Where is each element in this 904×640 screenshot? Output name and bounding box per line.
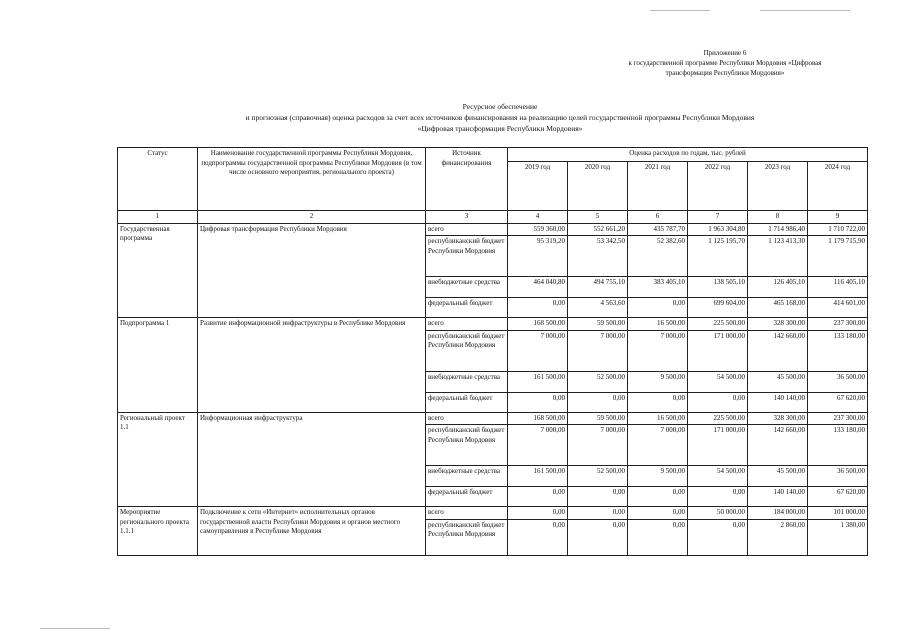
row-value: 45 500,00 xyxy=(748,371,808,392)
row-value: 1 179 715,90 xyxy=(808,236,868,277)
table-row xyxy=(118,507,868,520)
row-value: 9 500,00 xyxy=(628,466,688,487)
row-value: 414 601,00 xyxy=(808,298,868,318)
title-line: и прогнозная (справочная) оценка расходов за счет всех источников финансирования на реализацию целей государственной программы Республики Мордовия xyxy=(245,113,755,122)
header-year: 2024 год xyxy=(808,162,868,211)
row-source: республиканский бюджет Республики Мордовия xyxy=(426,425,508,466)
header-year: 2022 год xyxy=(688,162,748,211)
row-value: 52 500,00 xyxy=(568,466,628,487)
resource-table xyxy=(117,147,868,556)
row-value: 16 500,00 xyxy=(628,412,688,425)
row-value: 53 342,50 xyxy=(568,236,628,277)
row-value: 168 500,00 xyxy=(508,318,568,331)
column-number: 9 xyxy=(808,211,868,224)
row-value: 0,00 xyxy=(508,519,568,555)
table-row xyxy=(118,412,868,425)
row-source: всего xyxy=(426,223,508,236)
column-number: 4 xyxy=(508,211,568,224)
row-value: 0,00 xyxy=(628,298,688,318)
row-status: Региональный проект 1.1 xyxy=(118,412,198,507)
row-status: Мероприятие регионального проекта 1.1.1 xyxy=(118,507,198,556)
document-title xyxy=(150,101,850,134)
row-value: 7 000,00 xyxy=(508,330,568,371)
column-number: 8 xyxy=(748,211,808,224)
row-value: 0,00 xyxy=(628,392,688,412)
row-value: 138 505,10 xyxy=(688,277,748,298)
row-value: 237 300,00 xyxy=(808,318,868,331)
row-value: 7 000,00 xyxy=(568,425,628,466)
row-value: 383 405,10 xyxy=(628,277,688,298)
row-value: 1 123 413,30 xyxy=(748,236,808,277)
row-value: 116 405,10 xyxy=(808,277,868,298)
row-value: 133 180,00 xyxy=(808,425,868,466)
row-value: 0,00 xyxy=(508,392,568,412)
row-value: 16 500,00 xyxy=(628,318,688,331)
row-value: 1 963 304,80 xyxy=(688,223,748,236)
appendix-line: трансформация Республики Мордовия» xyxy=(665,69,785,77)
title-line: «Цифровая трансформация Республики Мордовия» xyxy=(417,124,583,133)
row-value: 494 755,10 xyxy=(568,277,628,298)
row-value: 464 040,80 xyxy=(508,277,568,298)
row-source: федеральный бюджет xyxy=(426,392,508,412)
row-name: Информационная инфраструктура xyxy=(198,412,426,507)
header-year: 2020 год xyxy=(568,162,628,211)
appendix-note xyxy=(560,48,890,78)
row-value: 0,00 xyxy=(568,519,628,555)
row-source: внебюджетные средства xyxy=(426,277,508,298)
row-value: 0,00 xyxy=(688,519,748,555)
header-year: 2019 год xyxy=(508,162,568,211)
row-source: республиканский бюджет Республики Мордовия xyxy=(426,330,508,371)
row-source: всего xyxy=(426,318,508,331)
row-value: 36 500,00 xyxy=(808,466,868,487)
row-value: 59 500,00 xyxy=(568,412,628,425)
row-name: Подключение к сети «Интернет» исполнительных органов государственной власти Республики Мордовия и органов местного самоуправления в Республике Мордовия xyxy=(198,507,426,556)
row-value: 140 140,00 xyxy=(748,487,808,507)
header-name: Наименование государственной программы Республики Мордовия, подпрограммы государственной программы Республики Мордовия (в том числе основного мероприятия, регионального проекта) xyxy=(198,148,426,211)
appendix-line: Приложение 6 xyxy=(703,49,747,57)
row-value: 0,00 xyxy=(508,487,568,507)
table-body xyxy=(118,148,868,556)
row-value: 1 710 722,00 xyxy=(808,223,868,236)
row-value: 52 382,60 xyxy=(628,236,688,277)
row-value: 7 000,00 xyxy=(628,425,688,466)
row-value: 54 500,00 xyxy=(688,466,748,487)
table-row xyxy=(118,318,868,331)
row-name: Цифровая трансформация Республики Мордовия xyxy=(198,223,426,318)
row-value: 1 125 195,70 xyxy=(688,236,748,277)
row-value: 133 180,00 xyxy=(808,330,868,371)
row-source: внебюджетные средства xyxy=(426,466,508,487)
row-value: 4 563,60 xyxy=(568,298,628,318)
row-value: 328 300,00 xyxy=(748,318,808,331)
row-source: республиканский бюджет Республики Мордовия xyxy=(426,236,508,277)
row-value: 67 620,00 xyxy=(808,487,868,507)
row-value: 435 787,70 xyxy=(628,223,688,236)
row-value: 95 319,20 xyxy=(508,236,568,277)
row-value: 1 380,00 xyxy=(808,519,868,555)
row-value: 552 661,20 xyxy=(568,223,628,236)
row-value: 699 604,00 xyxy=(688,298,748,318)
row-value: 237 300,00 xyxy=(808,412,868,425)
header-row xyxy=(118,148,868,162)
title-line: Ресурсное обеспечение xyxy=(462,102,538,111)
row-value: 50 000,00 xyxy=(688,507,748,520)
row-value: 225 500,00 xyxy=(688,318,748,331)
row-value: 140 140,00 xyxy=(748,392,808,412)
row-source: всего xyxy=(426,507,508,520)
row-value: 0,00 xyxy=(568,507,628,520)
row-value: 54 500,00 xyxy=(688,371,748,392)
row-value: 161 500,00 xyxy=(508,466,568,487)
column-numbers-row xyxy=(118,211,868,224)
column-number: 6 xyxy=(628,211,688,224)
row-value: 7 000,00 xyxy=(628,330,688,371)
row-value: 36 500,00 xyxy=(808,371,868,392)
row-value: 161 500,00 xyxy=(508,371,568,392)
row-value: 67 620,00 xyxy=(808,392,868,412)
row-value: 0,00 xyxy=(628,507,688,520)
row-source: республиканский бюджет Республики Мордовия xyxy=(426,519,508,555)
header-estimate: Оценка расходов по годам, тыс. рублей xyxy=(508,148,868,162)
row-value: 1 714 986,40 xyxy=(748,223,808,236)
row-value: 7 000,00 xyxy=(508,425,568,466)
row-value: 0,00 xyxy=(628,519,688,555)
scan-mark xyxy=(650,10,710,11)
row-source: федеральный бюджет xyxy=(426,487,508,507)
header-year: 2021 год xyxy=(628,162,688,211)
row-value: 328 300,00 xyxy=(748,412,808,425)
row-value: 559 360,00 xyxy=(508,223,568,236)
row-status: Государственная программа xyxy=(118,223,198,318)
column-number: 5 xyxy=(568,211,628,224)
row-value: 168 500,00 xyxy=(508,412,568,425)
row-value: 101 000,00 xyxy=(808,507,868,520)
row-value: 0,00 xyxy=(688,392,748,412)
header-source: Источник финансирования xyxy=(426,148,508,211)
row-value: 142 660,00 xyxy=(748,330,808,371)
header-year: 2023 год xyxy=(748,162,808,211)
row-value: 465 168,00 xyxy=(748,298,808,318)
row-value: 171 000,00 xyxy=(688,425,748,466)
column-number: 1 xyxy=(118,211,198,224)
row-value: 142 660,00 xyxy=(748,425,808,466)
row-value: 0,00 xyxy=(628,487,688,507)
column-number: 2 xyxy=(198,211,426,224)
row-value: 171 000,00 xyxy=(688,330,748,371)
row-value: 0,00 xyxy=(508,507,568,520)
row-value: 7 000,00 xyxy=(568,330,628,371)
row-value: 0,00 xyxy=(508,298,568,318)
table-row xyxy=(118,223,868,236)
row-value: 0,00 xyxy=(688,487,748,507)
row-value: 225 500,00 xyxy=(688,412,748,425)
row-source: федеральный бюджет xyxy=(426,298,508,318)
row-value: 0,00 xyxy=(568,392,628,412)
row-source: внебюджетные средства xyxy=(426,371,508,392)
row-value: 9 500,00 xyxy=(628,371,688,392)
column-number: 3 xyxy=(426,211,508,224)
header-status: Статус xyxy=(118,148,198,211)
row-value: 126 405,10 xyxy=(748,277,808,298)
row-value: 2 860,00 xyxy=(748,519,808,555)
scan-mark xyxy=(40,628,110,629)
scan-mark xyxy=(760,10,850,11)
row-value: 52 500,00 xyxy=(568,371,628,392)
row-source: всего xyxy=(426,412,508,425)
row-name: Развитие информационной инфраструктуры в Республике Мордовия xyxy=(198,318,426,413)
row-value: 0,00 xyxy=(568,487,628,507)
appendix-line: к государственной программе Республики Мордовия «Цифровая xyxy=(628,59,822,67)
row-value: 184 000,00 xyxy=(748,507,808,520)
column-number: 7 xyxy=(688,211,748,224)
row-value: 45 500,00 xyxy=(748,466,808,487)
row-value: 59 500,00 xyxy=(568,318,628,331)
row-status: Подпрограмма 1 xyxy=(118,318,198,413)
